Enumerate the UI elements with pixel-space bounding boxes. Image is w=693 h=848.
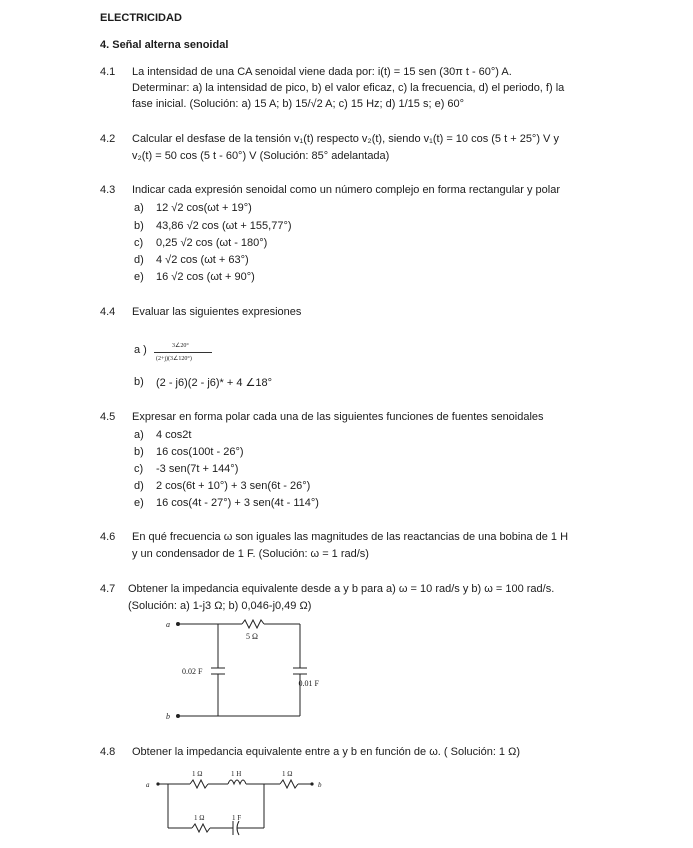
problem-number: 4.2 xyxy=(100,133,116,145)
circuit-4-7-diagram xyxy=(160,616,320,726)
resistor-2-label: 1 Ω xyxy=(282,770,293,778)
problem-4-2-line-2: v₂(t) = 50 cos (5 t - 60°) V (Solución: 85° adelantada) xyxy=(132,150,390,162)
terminal-b-dot xyxy=(310,782,313,785)
resistor-label: 5 Ω xyxy=(246,632,258,641)
item-label: e) xyxy=(134,271,144,283)
item-text: 16 cos(100t - 26°) xyxy=(156,446,244,458)
item-text: 4 cos2t xyxy=(156,429,192,441)
item-text: -3 sen(7t + 144°) xyxy=(156,463,239,475)
item-label: c) xyxy=(134,463,144,475)
item-label: a) xyxy=(134,202,144,214)
problem-4-6-line-1: En qué frecuencia ω son iguales las magnitudes de las reactancias de una bobina de 1 H xyxy=(132,531,569,543)
problem-4-2-line-1: Calcular el desfase de la tensión v₁(t) respecto v₂(t), siendo v₁(t) = 10 cos (5 t + 25°) V y xyxy=(132,133,559,145)
item-text: 4 √2 cos (ωt + 63°) xyxy=(156,254,249,266)
node-a-label: a xyxy=(146,781,150,789)
problem-number: 4.3 xyxy=(100,184,116,196)
node-a-label: a xyxy=(166,620,170,629)
terminal-a-dot xyxy=(156,782,159,785)
section-title: 4. Señal alterna senoidal xyxy=(100,39,229,51)
problem-4-7-line-1: Obtener la impedancia equivalente desde a y b para a) ω = 10 rad/s y b) ω = 100 rad/s. xyxy=(128,583,555,595)
node-b-label: b xyxy=(166,712,170,721)
item-label: a ) xyxy=(134,344,147,356)
item-text: 16 cos(4t - 27°) + 3 sen(4t - 114°) xyxy=(156,497,319,509)
problem-number: 4.6 xyxy=(100,531,116,543)
resistor-1-label: 1 Ω xyxy=(192,770,203,778)
problem-4-5-title: Expresar en forma polar cada una de las siguientes funciones de fuentes senoidales xyxy=(132,411,544,423)
resistor-3-label: 1 Ω xyxy=(194,814,205,822)
item-text: 2 cos(6t + 10°) + 3 sen(6t - 26°) xyxy=(156,480,311,492)
inductor-label: 1 H xyxy=(231,770,242,778)
problem-4-4-title: Evaluar las siguientes expresiones xyxy=(132,306,302,318)
problem-number: 4.4 xyxy=(100,306,116,318)
fraction-bar xyxy=(154,352,212,353)
item-text: (2 - j6)(2 - j6)* + 4 ∠18° xyxy=(156,377,273,389)
item-label: b) xyxy=(134,376,144,388)
item-text: 43,86 √2 cos (ωt + 155,77°) xyxy=(156,220,292,232)
item-label: a) xyxy=(134,429,144,441)
problem-number: 4.7 xyxy=(100,583,116,595)
node-b-label: b xyxy=(318,781,322,789)
problem-4-1-line-2: Determinar: a) la intensidad de pico, b) el valor eficaz, c) la frecuencia, d) el periodo, f) la xyxy=(132,82,565,94)
terminal-b-dot xyxy=(176,714,180,718)
problem-number: 4.5 xyxy=(100,411,116,423)
fraction-numerator: 3∠20° xyxy=(172,343,189,349)
item-text: 12 √2 cos(ωt + 19°) xyxy=(156,202,252,214)
problem-4-1-line-3: fase inicial. (Solución: a) 15 A; b) 15/√2 A; c) 15 Hz; d) 1/15 s; e) 60° xyxy=(132,98,465,110)
item-label: b) xyxy=(134,220,144,232)
problem-number: 4.1 xyxy=(100,66,116,78)
item-label: d) xyxy=(134,254,144,266)
problem-4-1-line-1: La intensidad de una CA senoidal viene dada por: i(t) = 15 sen (30π t - 60°) A. xyxy=(132,66,512,78)
problem-4-8-line-1: Obtener la impedancia equivalente entre a y b en función de ω. ( Solución: 1 Ω) xyxy=(132,746,520,758)
problem-4-7-line-2: (Solución: a) 1-j3 Ω; b) 0,046-j0,49 Ω) xyxy=(128,600,312,612)
problem-4-6-line-2: y un condensador de 1 F. (Solución: ω = 1 rad/s) xyxy=(132,548,369,560)
item-text: 16 √2 cos (ωt + 90°) xyxy=(156,271,255,283)
document-title: ELECTRICIDAD xyxy=(100,12,182,24)
circuit-4-8-diagram xyxy=(140,766,330,842)
item-label: e) xyxy=(134,497,144,509)
terminal-a-dot xyxy=(176,622,180,626)
capacitor-label: 1 F xyxy=(232,814,242,822)
item-label: b) xyxy=(134,446,144,458)
problem-4-3-title: Indicar cada expresión senoidal como un número complejo en forma rectangular y polar xyxy=(132,184,561,196)
item-text: 0,25 √2 cos (ωt - 180°) xyxy=(156,237,268,249)
item-label: d) xyxy=(134,480,144,492)
problem-number: 4.8 xyxy=(100,746,116,758)
fraction-denominator: (2+j)(3∠120°) xyxy=(156,356,192,362)
item-label: c) xyxy=(134,237,144,249)
capacitor-right-label: 0.01 F xyxy=(298,679,319,688)
capacitor-left-label: 0.02 F xyxy=(182,667,203,676)
